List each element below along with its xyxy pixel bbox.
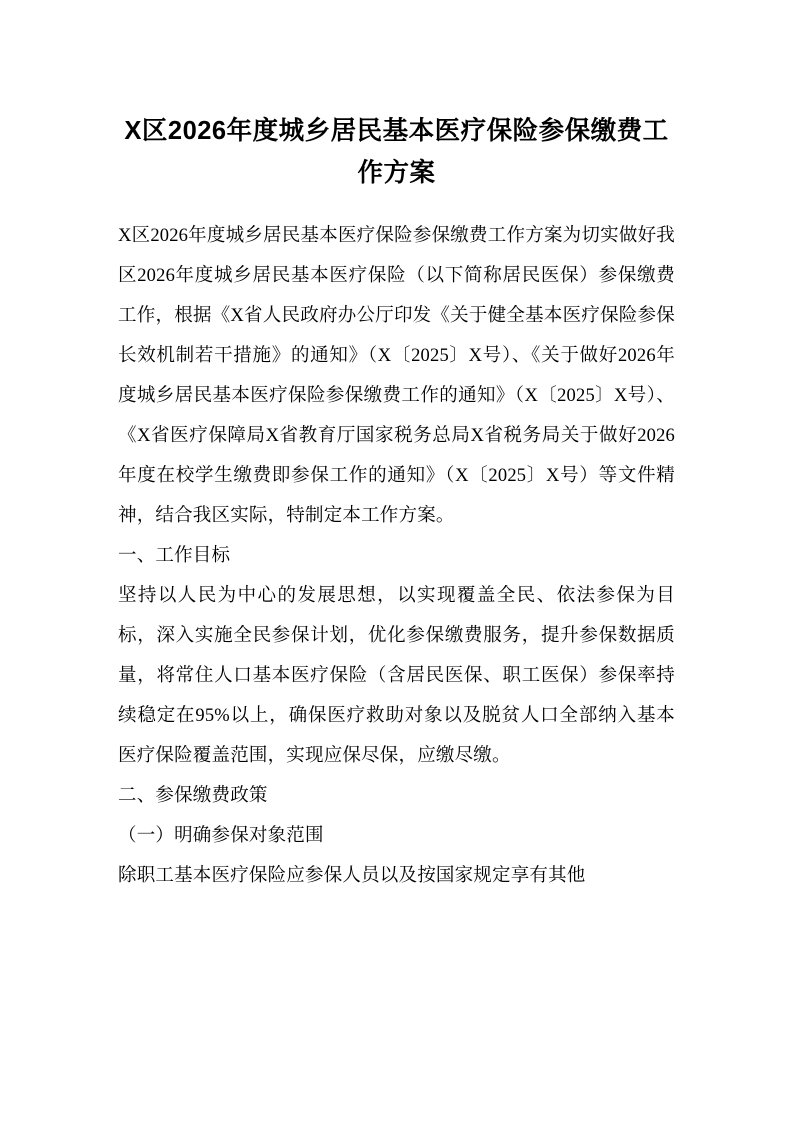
subsection-heading-scope: （一）明确参保对象范围: [118, 826, 324, 846]
section-heading-work-goal: 一、工作目标: [118, 546, 231, 566]
page-title: X区2026年度城乡居民基本医疗保险参保缴费工作方案: [124, 117, 669, 187]
paragraph-work-goal-body: 坚持以人民为中心的发展思想，以实现覆盖全民、依法参保为目标，深入实施全民参保计划，优化参保缴费服务，提升参保数据质量，将常住人口基本医疗保险（含居民医保、职工医保）参保率持续稳定在95%以上，确保医疗救助对象以及脱贫人口全部纳入基本医疗保险覆盖范围，实现应保尽保，应缴尽缴。: [118, 586, 675, 766]
section-heading-insurance-policy: 二、参保缴费政策: [118, 786, 268, 806]
paragraph-scope-body: 除职工基本医疗保险应参保人员以及按国家规定享有其他: [118, 866, 586, 886]
paragraph-intro: X区2026年度城乡居民基本医疗保险参保缴费工作方案为切实做好我区2026年度城乡居民基本医疗保险（以下简称居民医保）参保缴费工作，根据《X省人民政府办公厅印发《关于健全基本医疗保险参保长效机制若干措施》的通知》（X〔2025〕X号）、《关于做好2026年度城乡居民基本医疗保险参保缴费工作的通知》（X〔2025〕X号）、《X省医疗保障局X省教育厅国家税务总局X省税务局关于做好2026年度在校学生缴费即参保工作的通知》（X〔2025〕X号）等文件精神，结合我区实际，特制定本工作方案。: [118, 226, 675, 526]
